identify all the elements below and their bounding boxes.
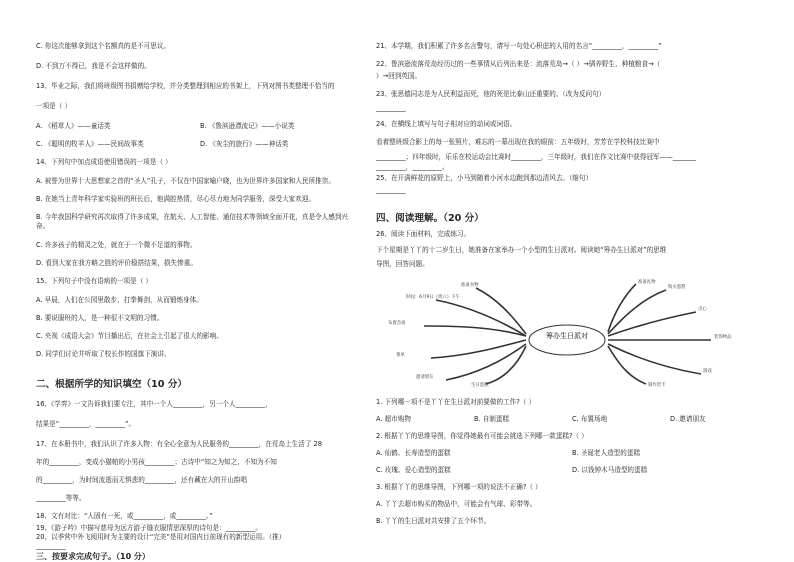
answer-blank: _________ [376,104,406,112]
text-line: 的_________，为时间流逝而无惧悲的_________，还有藏在大的开山韵唱 [36,476,247,484]
section-4-title: 四、阅读理解。（20 分） [376,213,484,224]
mind-map-node: 时间：6月9日（周六）下午 [406,295,460,300]
option: A. 丫丫去超市购买的物品中，可能会有气球、彩带等。 [376,500,537,508]
question-17: 17、在本册书中，我们认识了许多人物：有全心全意为人民服务的_________，在荒岛上生活了 28 [36,440,322,448]
text-line: 一项是（ ） [36,102,72,110]
question-14: 14、下列句中加点成语使用错误的一项是（ ） [36,158,172,166]
text-line: _________；四年级时，乐乐在校运动会比赛时_________，三年级时，我们在作文比赛中获得冠军——_______ [376,153,696,161]
option: B. 丫丫的生日派对共安排了五个环节。 [376,517,491,525]
mind-map-center [529,325,605,355]
answer-blank: _________ [36,542,66,550]
mind-map-node: 布置会场 [388,321,406,326]
option: A. 仙鹤、长寿造型的蛋糕 [376,449,451,457]
question-15: 15、下列句子中没有语病的一项是（ ） [36,277,152,285]
text-line: B. 要说服班的人，是一种很不文明的习惯。 [36,314,164,322]
option: D. 《灰尘的旅行》——神话类 [200,140,289,148]
question-26-1: 1. 下列哪一项不是丫丫在生日派对前要做的工作?（ ） [376,398,536,406]
text-line: 结果是“_________，_________”。 [36,420,136,428]
mind-map-node: 生日蛋糕 [471,383,489,388]
option: B. 《鲁滨逊漂流记》——小说类 [200,122,295,130]
text-line: C. 央视《成语大会》节目播出后，在社会上引起了很大的影响。 [36,332,223,340]
section-2-title: 二、根据所学的知识填空（10 分） [36,379,188,390]
text-line: ）→回到英国。 [376,72,422,80]
mind-map-node: 装饰物品 [714,335,732,340]
question-25: 25、在开满鲜花的原野上，小马到随着小河水边跑到那边清风去。（缩句） [376,174,593,182]
mind-map-node: 点心 [698,307,707,312]
question-26: 26、阅读下面材料，完成练习。 [376,230,471,238]
option: A. 《稻草人》——童话类 [36,122,111,130]
text-line: _________，_________。 [376,163,449,171]
text-line: A. 被誉为世界十大思想家之首的“圣人”孔子，不仅在中国家喻户晓，也为世界许多国家和人民所推崇。 [36,177,335,185]
option: C. 《聪明的牧羊人》——民间故事类 [36,140,144,148]
text-line: B. 在她当上青年科学家实验班的班长后，他满腔热情，尽心尽力地为同学服务，深受大家欢迎。 [36,195,316,203]
option: D. 以钱钟木马造型的蛋糕 [572,466,648,474]
text-line: 奋。 [36,222,50,230]
text-line: D. 看到大家在我方略之胜的评价稳搭结果，损失惨重。 [36,259,197,267]
question-18: 18、文有对比：“人固有一死，或_________，或_________。” [36,512,213,520]
option: B. 自制蛋糕 [474,415,510,423]
mind-map-center-label: 筹办生日派对 [546,332,588,340]
section-3-title: 三、按要求完成句子。（10 分） [36,552,150,561]
option: B. 圣诞老人造型的蛋糕 [572,449,641,457]
text-line: _________等等。 [36,494,86,502]
option: A. 超市购物 [376,415,411,423]
text-line: B. 今年我国科学研究再次取得了许多成果，在航天、人工智能、通信技术等领域全面开花，真是令人感到兴 [36,213,349,221]
option: D. 邀请朋友 [670,415,706,423]
answer-blank: _________ [376,186,406,194]
question-13: 13、毕业之际，我们将班级图书捐赠给学校，并分类整理到相应的书架上，下列对图书类整理不恰当的 [36,82,335,90]
question-26-2: 2. 根据丫丫的思维导图，你觉得她最有可能会挑选下列哪一款蛋糕?（ ） [376,432,588,440]
text-line: 年的_________，变成小猫帕的小男孩_________；古诗中“知之为知之，不知为不知 [36,458,277,466]
mind-map-node: 购买蛋糕 [668,285,686,290]
text-line: 看着整班级合影上的每一张照片，难忘的一幕出现在我的眼前：五年级时，芳芳在学校科技比赛中 [376,138,660,146]
reading-text: 导图，回答问题。 [376,260,429,268]
question-26-3: 3. 根据丫丫的思维导图，下列哪一项的说法不正确?（ ） [376,483,542,491]
question-24: 24、在横线上填写与句子相对应的动词或词语。 [376,120,517,128]
mind-map-node: 准备食物 [461,283,479,288]
text-line: C. 你这次能够拿到这个名额真的是不可思议。 [36,42,171,50]
question-21: 21、本学期，我们积累了许多名言警句，请写一句处心积虑的人用的名言“_________，_________” [376,42,662,50]
question-20: 20、以季营中外飞阅用时为主要的设计“完美”是用对国内目前现有的新型运用。（推） [36,533,286,541]
question-19: 19、《游子吟》中描写慈母为远方游子缝衣服情思深厚的诗句是：_________。 [36,524,262,532]
question-22: 22、鲁滨逊流落荒岛经历过的一些事情从后列出来是：流落荒岛→（ ）→驯养野生、种植粮食→（ [376,60,661,68]
text-line: D. 不到万不得已，我是不会这样做的。 [36,62,151,70]
question-23: 23、张思德同志是为人民利益而死，他的死是比泰山还重要的。（改为反问句） [376,90,606,98]
mind-map-node: 邀请朋友 [416,375,434,380]
mind-map-node: 准备礼物 [638,280,656,285]
reading-text: 下个星期是丫丫的十二岁生日，她准备在家举办一个小型的生日派对。阅读她“筹办生日派对”的思维 [376,246,667,254]
mind-map-node: 游戏 [703,369,712,374]
text-line: A. 早晨，人们在公园里散步、打拳舞剑，从而锻炼身体。 [36,296,203,304]
mind-map-node: 菜单 [396,353,405,358]
option: C. 玫瑰、爱心造型的蛋糕 [376,466,451,474]
mind-map [376,278,766,388]
text-line: C. 许多孩子的精灵之处，就在于一个微不足道的事物。 [36,241,197,249]
option: C. 布置场地 [572,415,608,423]
text-line: D. 同学们讨论并听取了校长作的国旗下演讲。 [36,350,171,358]
mind-map-node: 制作贺卡 [648,383,666,388]
question-16: 16、《学弈》一文告诉我们要专注，其中一个人_________，另一个人_________， [36,400,272,408]
